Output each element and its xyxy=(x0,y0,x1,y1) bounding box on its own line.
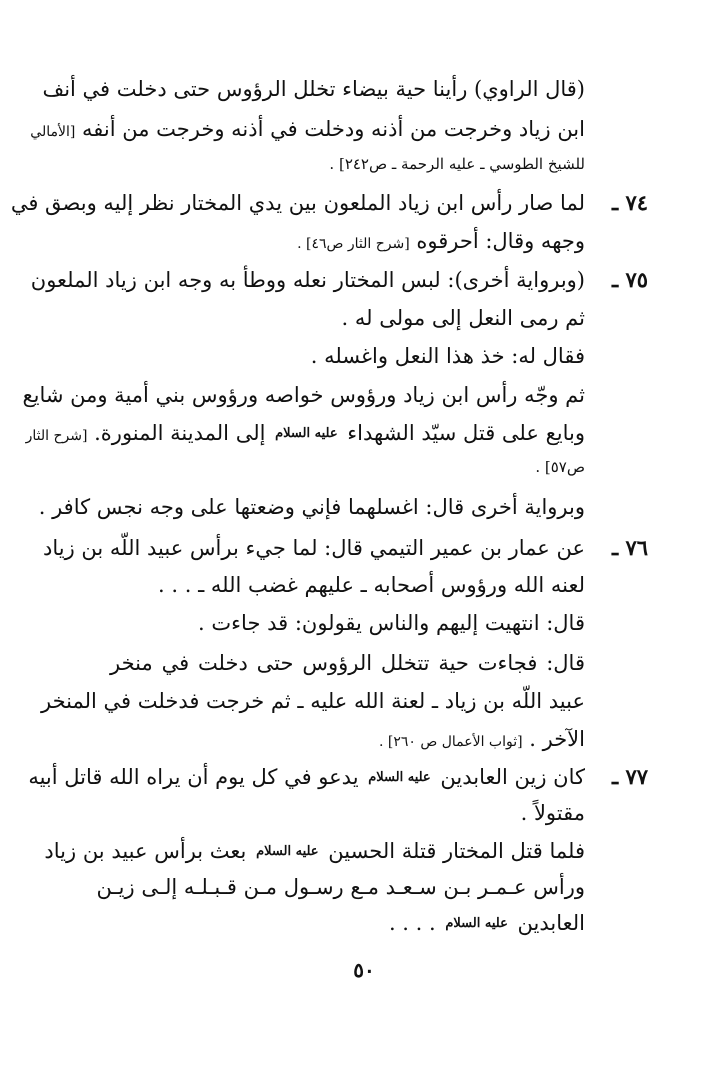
item-74-number: ٧٤ ـ xyxy=(611,190,648,215)
item-75-line-5-text: وبايع على قتل سيّد الشهداء xyxy=(347,421,585,445)
item-76-line-2: لعنه الله ورؤوس أصحابه ـ عليهم غضب الله ـ . . . xyxy=(158,573,585,597)
item-76-line-6-text: الآخر . xyxy=(529,727,585,751)
item-77-line-4: ورأس عـمـر بـن سـعـد مـع رسـول مـن قـبـلـه إلـى زيـن xyxy=(96,875,585,899)
salutation-calligraphy: عليه السلام xyxy=(256,844,319,860)
salutation-calligraphy: عليه السلام xyxy=(368,770,431,786)
intro-line-1: (قال الراوي) رأينا حية بيضاء تخلل الرؤوس حتى دخلت في أنف xyxy=(42,77,585,101)
item-77-line-1 xyxy=(28,764,585,790)
item-74-line-2-text: وجهه وقال: أحرقوه xyxy=(416,229,585,253)
item-76-reference: [ثواب الأعمال ص ٢٦٠] . xyxy=(378,734,523,750)
item-75-line-6-reference: ص٥٧] . xyxy=(535,458,585,476)
item-75-line-2: ثم رمى النعل إلى مولى له . xyxy=(341,306,585,330)
page-number: ٥٠ xyxy=(353,958,375,982)
item-77-line-5 xyxy=(300,910,585,936)
item-75-line-7: وبرواية أخرى قال: اغسلهما فإني وضعتها على وجه نجس كافر . xyxy=(38,495,585,519)
item-75-reference: [شرح الثار xyxy=(25,428,88,444)
item-77-line-3-text: فلما قتل المختار قتلة الحسين xyxy=(328,839,585,863)
item-75-line-5-rest: إلى المدينة المنورة. xyxy=(94,421,266,445)
item-74-reference: [شرح الثار ص٤٦] . xyxy=(297,236,410,252)
item-76-line-3: قال: انتهيت إليهم والناس يقولون: قد جاءت . xyxy=(198,611,585,635)
item-74-line-2 xyxy=(250,228,585,254)
item-76-number: ٧٦ ـ xyxy=(611,535,648,560)
item-75-line-1: (وبرواية أخرى): لبس المختار نعله ووطأ به وجه ابن زياد الملعون xyxy=(30,268,585,292)
salutation-calligraphy: عليه السلام xyxy=(445,916,508,932)
item-76-line-4: قال: فجاءت حية تتخلل الرؤوس حتى دخلت في منخر xyxy=(110,651,585,675)
item-75-line-4: ثم وجّه رأس ابن زياد ورؤوس خواصه ورؤوس بني أمية ومن شايع xyxy=(22,383,585,407)
item-77-line-2: مقتولاً . xyxy=(520,801,585,825)
item-74-line-1: لما صار رأس ابن زياد الملعون بين يدي المختار نظر إليه وبصق في xyxy=(10,191,585,215)
salutation-calligraphy: عليه السلام xyxy=(275,426,338,442)
item-75-line-5 xyxy=(25,420,585,446)
item-77-line-1-rest: يدعو في كل يوم أن يراه الله قاتل أبيه xyxy=(28,765,359,789)
item-77-line-1-text: كان زين العابدين xyxy=(440,765,585,789)
item-76-line-1: عن عمار بن عمير التيمي قال: لما جيء برأس عبيد اللّه بن زياد xyxy=(42,536,585,560)
item-77-line-3 xyxy=(44,838,585,864)
item-77-line-5-rest: . . . . xyxy=(388,911,436,935)
item-77-number: ٧٧ ـ xyxy=(611,764,648,789)
item-77-line-3-rest: بعث برأس عبيد بن زياد xyxy=(44,839,247,863)
item-76-line-6 xyxy=(300,726,585,752)
intro-line-3-reference: للشيخ الطوسي ـ عليه الرحمة ـ ص٢٤٢] . xyxy=(329,155,585,173)
intro-line-2 xyxy=(30,116,585,142)
item-75-number: ٧٥ ـ xyxy=(611,267,648,292)
item-76-line-5: عبيد اللّه بن زياد ـ لعنة الله عليه ـ ثم خرجت فدخلت في المنخر xyxy=(41,689,585,713)
intro-line-2-text: ابن زياد وخرجت من أذنه ودخلت في أذنه وخرجت من أنفه xyxy=(82,117,585,141)
intro-line-2-reference: [الأمالي xyxy=(30,124,76,140)
item-77-line-5-text: العابدين xyxy=(517,911,585,935)
item-75-line-3: فقال له: خذ هذا النعل واغسله . xyxy=(310,344,585,368)
